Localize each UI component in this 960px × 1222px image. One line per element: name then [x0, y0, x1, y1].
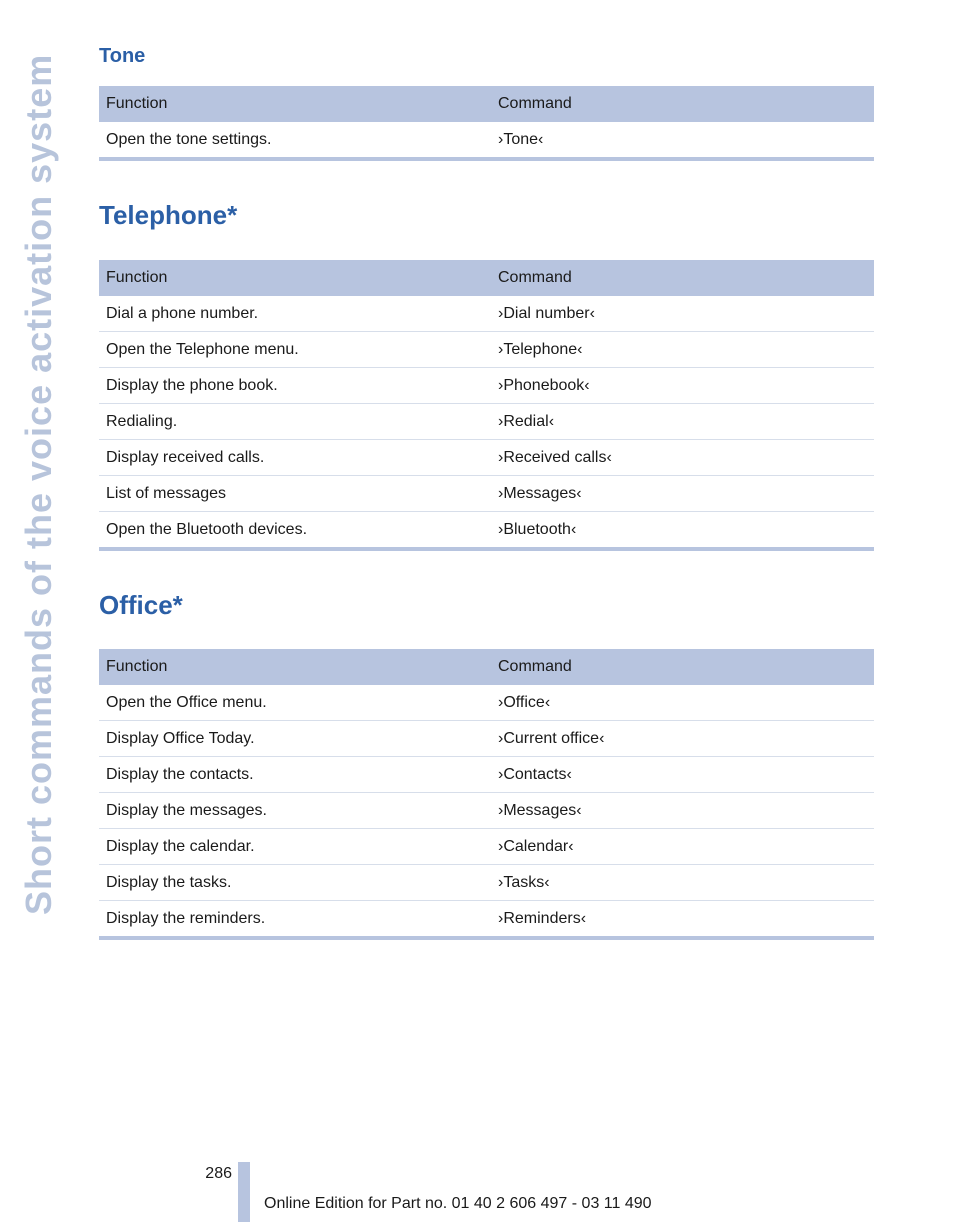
- command-cell: ›Dial number‹: [498, 296, 874, 332]
- function-cell: Display the reminders.: [99, 901, 498, 939]
- function-cell: Open the Bluetooth devices.: [99, 512, 498, 550]
- function-cell: List of messages: [99, 476, 498, 512]
- function-column-header: Function: [99, 260, 498, 296]
- function-cell: Display received calls.: [99, 440, 498, 476]
- telephone-table: [99, 260, 874, 551]
- table-row: [99, 512, 874, 550]
- tone-table: [99, 86, 874, 161]
- function-cell: Display Office Today.: [99, 721, 498, 757]
- table-row: [99, 721, 874, 757]
- table-row: [99, 757, 874, 793]
- table-row: [99, 296, 874, 332]
- function-cell: Dial a phone number.: [99, 296, 498, 332]
- function-cell: Display the messages.: [99, 793, 498, 829]
- command-cell: ›Reminders‹: [498, 901, 874, 939]
- command-cell: ›Received calls‹: [498, 440, 874, 476]
- command-cell: ›Current office‹: [498, 721, 874, 757]
- function-column-header: Function: [99, 86, 498, 122]
- tone-heading: Tone: [99, 45, 146, 67]
- command-column-header: Command: [498, 260, 874, 296]
- table-row: [99, 901, 874, 939]
- command-column-header: Command: [498, 86, 874, 122]
- office-table: [99, 649, 874, 940]
- footer-accent-bar: [238, 1162, 250, 1222]
- table-header-row: [99, 649, 874, 685]
- command-cell: ›Contacts‹: [498, 757, 874, 793]
- table-row: [99, 793, 874, 829]
- command-cell: ›Messages‹: [498, 476, 874, 512]
- command-cell: ›Tasks‹: [498, 865, 874, 901]
- function-cell: Open the tone settings.: [99, 122, 498, 159]
- function-column-header: Function: [99, 649, 498, 685]
- table-row: [99, 332, 874, 368]
- table-row: [99, 122, 874, 159]
- command-cell: ›Calendar‹: [498, 829, 874, 865]
- command-cell: ›Messages‹: [498, 793, 874, 829]
- command-cell: ›Redial‹: [498, 404, 874, 440]
- function-cell: Display the calendar.: [99, 829, 498, 865]
- table-header-row: [99, 260, 874, 296]
- chapter-sidebar-title: Short commands of the voice activation system: [18, 53, 59, 915]
- telephone-heading: Telephone*: [99, 200, 238, 230]
- function-cell: Display the contacts.: [99, 757, 498, 793]
- page-number: 286: [205, 1165, 232, 1182]
- function-cell: Open the Office menu.: [99, 685, 498, 721]
- function-cell: Redialing.: [99, 404, 498, 440]
- function-cell: Display the phone book.: [99, 368, 498, 404]
- command-cell: ›Tone‹: [498, 122, 874, 159]
- office-heading: Office*: [99, 590, 183, 620]
- table-row: [99, 685, 874, 721]
- command-cell: ›Telephone‹: [498, 332, 874, 368]
- table-row: [99, 865, 874, 901]
- table-row: [99, 440, 874, 476]
- edition-note: Online Edition for Part no. 01 40 2 606 497 - 03 11 490: [264, 1195, 652, 1212]
- table-row: [99, 829, 874, 865]
- command-cell: ›Bluetooth‹: [498, 512, 874, 550]
- table-row: [99, 368, 874, 404]
- function-cell: Open the Telephone menu.: [99, 332, 498, 368]
- function-cell: Display the tasks.: [99, 865, 498, 901]
- command-column-header: Command: [498, 649, 874, 685]
- command-cell: ›Office‹: [498, 685, 874, 721]
- table-row: [99, 476, 874, 512]
- table-row: [99, 404, 874, 440]
- command-cell: ›Phonebook‹: [498, 368, 874, 404]
- table-header-row: [99, 86, 874, 122]
